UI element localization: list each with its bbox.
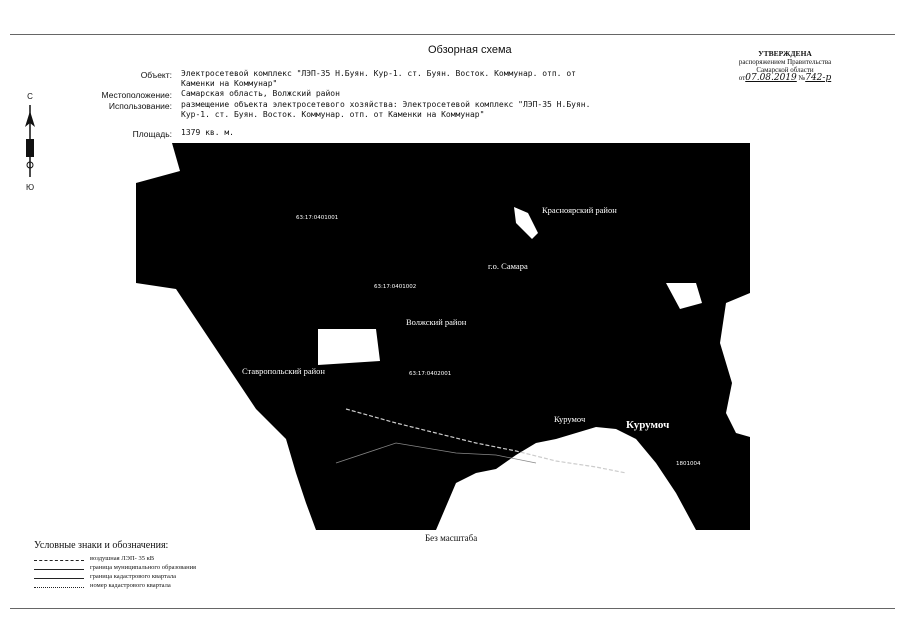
approval-line2: Самарской области — [756, 66, 814, 74]
usage-label: Использование: — [108, 101, 172, 111]
legend-title: Условные знаки и обозначения: — [34, 540, 169, 551]
label-stavropolsky: Ставропольский район — [242, 366, 325, 376]
location-value: Самарская область, Волжский район — [181, 89, 340, 98]
municipal-boundary — [336, 443, 536, 463]
approval-heading: УТВЕРЖДЕНА — [758, 49, 812, 58]
object-value: Электросетевой комплекс "ЛЭП-35 Н.Буян. Кур-1. ст. Буян. Восток. Коммунар. отп. от Каменки на Коммунар" — [181, 69, 576, 88]
map-white-area-left — [136, 143, 180, 183]
usage-value: размещение объекта электросетевого хозяйства: Электросетевой комплекс "ЛЭП-35 Н.Буян. Кур-1. ст. Буян. Восток. Коммунар. отп. от Каменки на Коммунар" — [181, 100, 591, 119]
legend-item-quarter-number — [34, 582, 244, 592]
label-kurumoch-big: Курумоч — [626, 419, 670, 431]
approval-stamp — [725, 50, 845, 82]
overview-map — [136, 143, 750, 530]
scale-note: Без масштаба — [425, 533, 478, 543]
legend-text: номер кадастрового квартала — [90, 582, 171, 589]
legend-line-power — [34, 560, 84, 561]
location-label: Местоположение: — [101, 90, 172, 100]
area-value: 1379 кв. м. — [181, 128, 234, 137]
map-white-area-east — [666, 283, 702, 309]
label-volzhsky: Волжский район — [406, 317, 467, 327]
map-white-area-bottom-left — [136, 283, 316, 530]
legend-line-municipal — [34, 569, 84, 570]
map-white-area-right — [720, 293, 750, 437]
north-letter: С — [27, 92, 33, 101]
label-quarter-3: 63:17:0402001 — [409, 371, 452, 377]
north-arrow — [20, 92, 40, 192]
legend-line-quarter — [34, 578, 84, 579]
legend-text: воздушная ЛЭП- 35 кВ — [90, 555, 155, 562]
label-krasnoyarsk: Красноярский район — [542, 205, 617, 215]
approval-date-line — [725, 74, 845, 82]
label-kurumoch-small: Курумоч — [554, 414, 586, 424]
map-canvas — [136, 143, 750, 530]
approval-number-prefix: № — [798, 74, 806, 82]
legend-text: граница муниципального образования — [90, 564, 197, 571]
approval-line1: распоряжением Правительства — [738, 58, 832, 66]
object-label: Объект: — [140, 70, 172, 80]
legend-line-number — [34, 587, 84, 588]
label-quarter-4: 1801004 — [676, 461, 701, 467]
label-quarter-2: 63:17:0401002 — [374, 284, 417, 290]
legend-text: граница кадастрового квартала — [90, 573, 177, 580]
area-label: Площадь: — [132, 129, 172, 139]
top-border-line — [10, 34, 895, 35]
compass-arrow-icon — [20, 101, 40, 181]
page-title: Обзорная схема — [428, 44, 512, 56]
bottom-border-line — [10, 608, 895, 609]
approval-date-prefix: от — [738, 74, 746, 82]
label-quarter-1: 63:17:0401001 — [296, 215, 339, 221]
label-samara: г.о. Самара — [488, 261, 528, 271]
map-white-area-volzhsky — [318, 329, 380, 365]
approval-number: 742-р — [805, 73, 832, 83]
map-white-area-krasnoyarsk — [514, 207, 538, 239]
approval-date: 07.08.2019 — [745, 73, 797, 83]
south-letter: Ю — [25, 183, 35, 192]
